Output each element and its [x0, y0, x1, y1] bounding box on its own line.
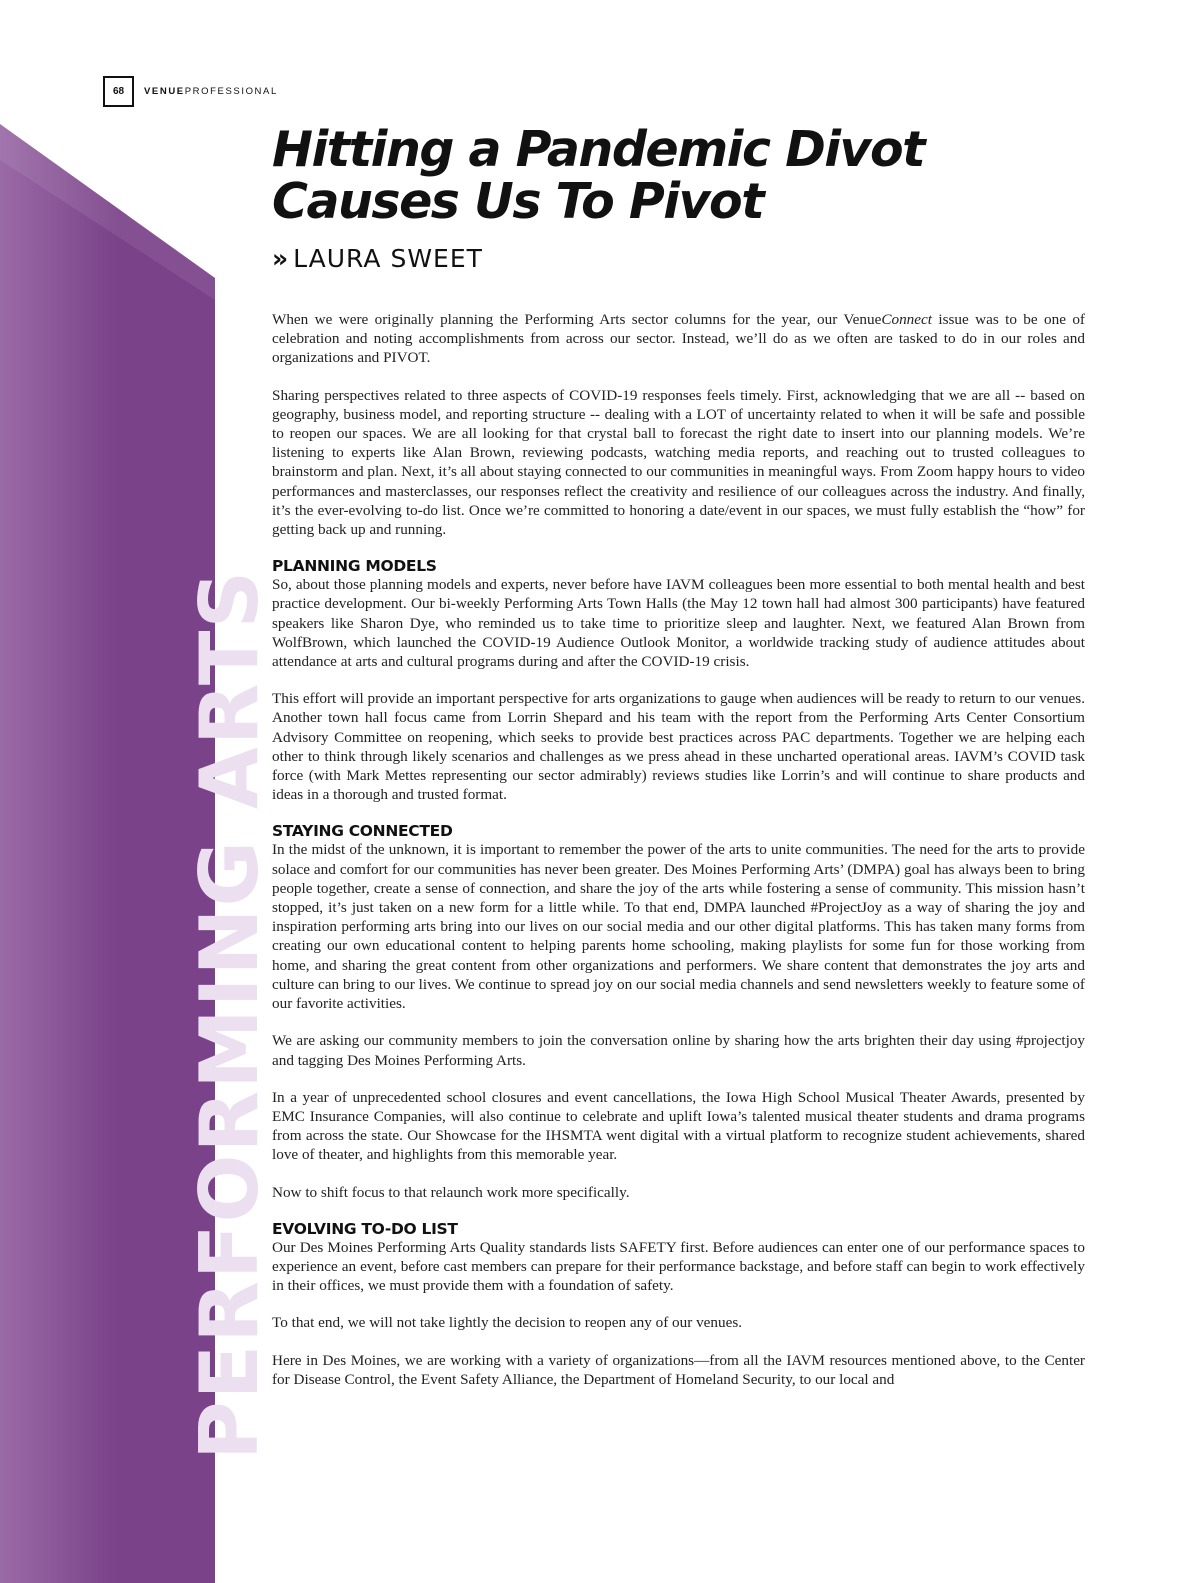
page-number: 68	[103, 76, 134, 107]
masthead-brand: VENUE	[144, 86, 185, 97]
byline	[272, 244, 483, 273]
paragraph: Here in Des Moines, we are working with a variety of organizations—from all the IAVM resources mentioned above, to the Center for Disease Control, the Event Safety Alliance, the Department of Homeland Security, to our local and	[272, 1351, 1085, 1388]
paragraph: Our Des Moines Performing Arts Quality standards lists SAFETY first. Before audiences can enter one of our performance spaces to experience an event, before cast members can prepare for their performance backstage, and before staff can begin to work effectively in their offices, we must provide them with a foundation of safety.	[272, 1238, 1085, 1295]
paragraph: In a year of unprecedented school closures and event cancellations, the Iowa High School Musical Theater Awards, presented by EMC Insurance Companies, will also continue to celebrate and uplift Iowa’s talented musical theater students and drama programs from across the state. Our Showcase for the IHSMTA went digital with a virtual platform to recognize student achievements, shared love of theater, and highlights from this memorable year.	[272, 1088, 1085, 1164]
section-label: PERFORMING ARTS	[183, 568, 276, 1460]
paragraph: This effort will provide an important perspective for arts organizations to gauge when audiences will be ready to return to our venues. Another town hall focus came from Lorrin Shepard and his team with the report from the Performing Arts Center Consortium Advisory Committee on reopening, which seeks to provide best practices across PAC departments. Together we are helping each other to think through likely scenarios and challenges as we press ahead in these uncharted operational areas. IAVM’s COVID task force (with Mark Mettes representing our sector admirably) reviews studies like Lorrin’s and will continue to share products and ideas in a thorough and trusted format.	[272, 690, 1085, 804]
italic-brand: Connect	[881, 311, 932, 328]
title-line-2: Causes Us To Pivot	[272, 173, 764, 230]
paragraph: When we were originally planning the Performing Arts sector columns for the year, our VenueConnect issue was to be one of celebration and noting accomplishments from across our sector. Instead, we’ll do as we often are tasked to do in our roles and organizations and PIVOT.	[272, 311, 1085, 367]
article-title	[272, 121, 1132, 230]
paragraph: In the midst of the unknown, it is important to remember the power of the arts to unite communities. The need for the arts to provide solace and comfort for our communities has never been greater. Des Moines Performing Arts’ (DMPA) goal has always been to bring people together, create a sense of connection, and share the joy of the arts while fostering a sense of community. This mission hasn’t stopped, it’s just taken on a new form for a little while. To that end, DMPA launched #ProjectJoy as a way of sharing the joy and inspiration performing arts bring into our lives on our social media and our other digital platforms. This has taken many forms from creating our own educational content to helping parents home schooling, making playlists for some fun for those working from home, and sharing the great content from other organizations and performers. We share content that demonstrates the joy arts and culture can bring to our lives. We continue to spread joy on our social media channels and send newsletters weekly to feature some of our favorite activities.	[272, 841, 1085, 1013]
title-line-1: Hitting a Pandemic Divot	[272, 121, 925, 178]
section-heading-planning: PLANNING MODELS	[272, 557, 437, 576]
paragraph: So, about those planning models and experts, never before have IAVM colleagues been more essential to both mental health and best practice development. Our bi-weekly Performing Arts Town Halls (the May 12 town hall had almost 300 participants) have featured speakers like Sharon Dye, who reminded us to take time to prioritize sleep and laughter. Next, we featured Alan Brown from WolfBrown, which launched the COVID-19 Audience Outlook Monitor, a worldwide tracking study of audience attitudes about attendance at arts and cultural programs during and after the COVID-19 crisis.	[272, 576, 1085, 671]
masthead	[144, 86, 278, 97]
section-heading-staying: STAYING CONNECTED	[272, 822, 453, 841]
byline-marker: »	[272, 244, 290, 273]
masthead-suffix: PROFESSIONAL	[184, 86, 278, 97]
paragraph: Sharing perspectives related to three aspects of COVID-19 responses feels timely. First, acknowledging that we are all -- based on geography, business model, and reporting structure -- dealing with a LOT of uncertainty related to when it will be safe and possible to reopen our spaces. We are all looking for that crystal ball to forecast the right date to insert into our planning models. We’re listening to experts like Alan Brown, reviewing podcasts, watching media reports, and reaching out to trusted colleagues to brainstorm and plan. Next, it’s all about staying connected to our communities in meaningful ways. From Zoom happy hours to video performances and masterclasses, our responses reflect the creativity and resilience of our colleagues across the industry. And finally, it’s the ever-evolving to-do list. Once we’re committed to honoring a date/event in our spaces, we must fully establish the “how” for getting back up and running.	[272, 386, 1085, 539]
section-heading-evolving: EVOLVING TO-DO LIST	[272, 1219, 458, 1238]
paragraph: To that end, we will not take lightly the decision to reopen any of our venues.	[272, 1314, 743, 1332]
author-name: LAURA SWEET	[293, 244, 483, 273]
paragraph: We are asking our community members to join the conversation online by sharing how the arts brighten their day using #projectjoy and tagging Des Moines Performing Arts.	[272, 1032, 1085, 1069]
article-body	[272, 310, 1085, 1407]
paragraph: Now to shift focus to that relaunch work more specifically.	[272, 1183, 630, 1201]
